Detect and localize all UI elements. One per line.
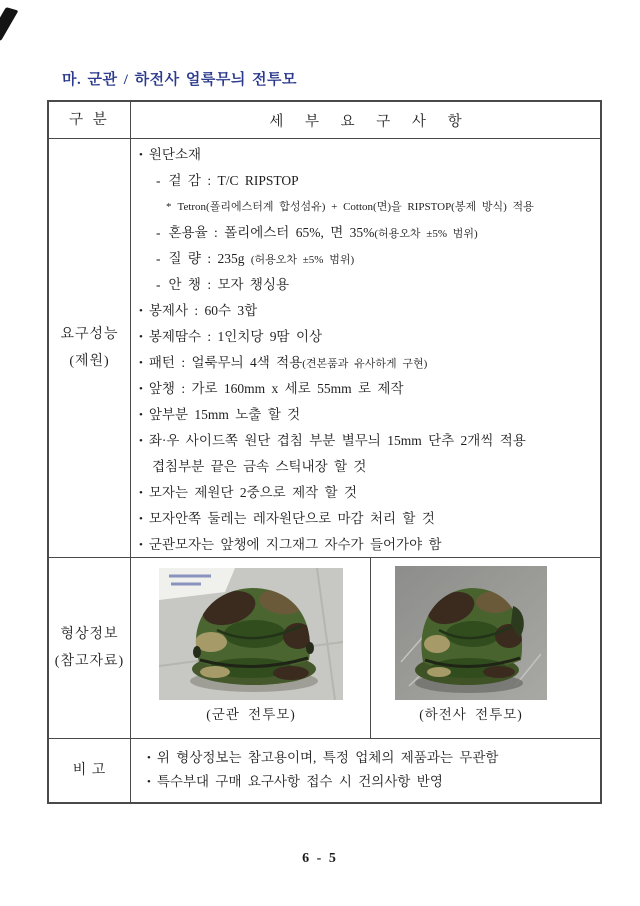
officer-cap-photo	[159, 568, 343, 700]
spec-line	[131, 428, 600, 454]
spec-text: 좌·우 사이드쪽 원단 겹침 부분 별무늬 15mm 단추 2개씩 적용	[148, 433, 526, 448]
bullet-marker: •	[147, 752, 151, 764]
spec-line	[131, 506, 600, 532]
page-number: 6 - 5	[302, 851, 338, 866]
bullet-marker: •	[139, 331, 143, 343]
page-title: 마. 군관 / 하전사 얼룩무늬 전투모	[62, 72, 298, 88]
remark-line	[139, 746, 592, 770]
spec-text: (허용오차 ±5% 범위)	[250, 254, 355, 266]
spec-text: 겹침부분 끝은 금속 스틱내장 할 것	[152, 459, 367, 474]
bullet-marker: •	[139, 539, 143, 551]
bullet-marker: -	[156, 277, 161, 292]
spec-text: 봉제사 : 60수 3합	[148, 303, 258, 318]
bullet-marker: •	[139, 383, 143, 395]
row-label-line: 요구성능	[60, 327, 119, 342]
remark-line	[139, 770, 592, 794]
bullet-marker: •	[139, 513, 143, 525]
remarks-list	[131, 739, 600, 802]
spec-line	[131, 168, 600, 194]
header-col-category: 구 분	[49, 102, 131, 138]
bullet-marker: -	[156, 225, 161, 240]
bullet-marker: •	[139, 357, 143, 369]
bullet-marker: •	[139, 487, 143, 499]
spec-line	[131, 298, 600, 324]
row-label-line: 형상정보	[60, 627, 119, 642]
spec-text: (견본품과 유사하게 구현)	[302, 358, 428, 370]
spec-text: 앞부분 15mm 노출 할 것	[148, 407, 301, 422]
spec-text: 앞챙 : 가로 160mm x 세로 55mm 로 제작	[148, 381, 404, 396]
spec-line	[131, 324, 600, 350]
spec-text: 모자안쪽 둘레는 레자원단으로 마감 처리 할 것	[148, 511, 435, 526]
bullet-marker: •	[139, 149, 143, 161]
spec-text: Tetron(폴리에스터계 합성섬유) + Cotton(면)을 RIPSTOP(봉제 방식) 적용	[177, 201, 534, 213]
bullet-marker: •	[139, 409, 143, 421]
photo-cell-nco-cap	[371, 558, 600, 738]
spec-line	[131, 350, 600, 376]
spec-text: 질 량 : 235g	[168, 251, 251, 266]
spec-text: 패턴 : 얼룩무늬 4색 적용	[148, 355, 303, 370]
bullet-marker: •	[139, 305, 143, 317]
spec-table	[47, 100, 602, 804]
spec-line	[131, 532, 600, 558]
spec-text: 겉 감 : T/C RIPSTOP	[168, 173, 299, 188]
side-button	[193, 646, 201, 658]
spec-line	[131, 246, 600, 272]
spec-text: 군관모자는 앞챙에 지그재그 자수가 들어가야 함	[148, 537, 442, 552]
officer-cap-caption: (군관 전투모)	[206, 707, 296, 722]
spec-line	[131, 220, 600, 246]
spec-text: 혼용율 : 폴리에스터 65%, 면 35%	[168, 225, 375, 240]
row-label-remarks: 비 고	[49, 739, 131, 802]
scan-artifact	[0, 7, 19, 41]
spec-line	[131, 402, 600, 428]
nco-cap-caption: (하전사 전투모)	[419, 707, 523, 722]
row-label-requirements	[49, 139, 131, 557]
side-button	[306, 642, 314, 654]
requirements-row	[49, 139, 600, 558]
spec-text: 봉제땀수 : 1인치당 9땀 이상	[148, 329, 323, 344]
header-col-detail-requirements: 세 부 요 구 사 항	[269, 113, 471, 130]
spec-text: 안 챙 : 모자 챙싱용	[168, 277, 290, 292]
spec-line	[131, 272, 600, 298]
spec-line	[131, 194, 600, 220]
spec-line	[131, 480, 600, 506]
row-label-line: (제원)	[69, 354, 110, 369]
spec-text: 원단소재	[148, 147, 202, 162]
spec-line	[131, 142, 600, 168]
spec-text: (허용오차 ±5% 범위)	[374, 228, 478, 240]
spec-line	[131, 376, 600, 402]
remarks-row	[49, 739, 600, 802]
bullet-marker: *	[166, 201, 172, 213]
nco-cap-photo	[395, 566, 547, 700]
bullet-marker: •	[147, 776, 151, 788]
shape-info-row	[49, 558, 600, 739]
photo-cell-officer-cap	[131, 558, 371, 738]
bullet-marker: -	[156, 173, 161, 188]
spec-text: 모자는 제원단 2중으로 제작 할 것	[148, 485, 358, 500]
row-label-shape-info	[49, 558, 131, 738]
remark-text: 특수부대 구매 요구사항 접수 시 건의사항 반영	[156, 774, 443, 789]
bullet-marker: -	[156, 251, 161, 266]
remark-text: 위 형상정보는 참고용이며, 특정 업체의 제품과는 무관함	[156, 750, 499, 765]
row-label-line: (참고자료)	[54, 654, 125, 669]
bullet-marker: •	[139, 435, 143, 447]
requirements-list	[131, 139, 600, 557]
table-header-row	[49, 102, 600, 139]
spec-line	[131, 454, 600, 480]
